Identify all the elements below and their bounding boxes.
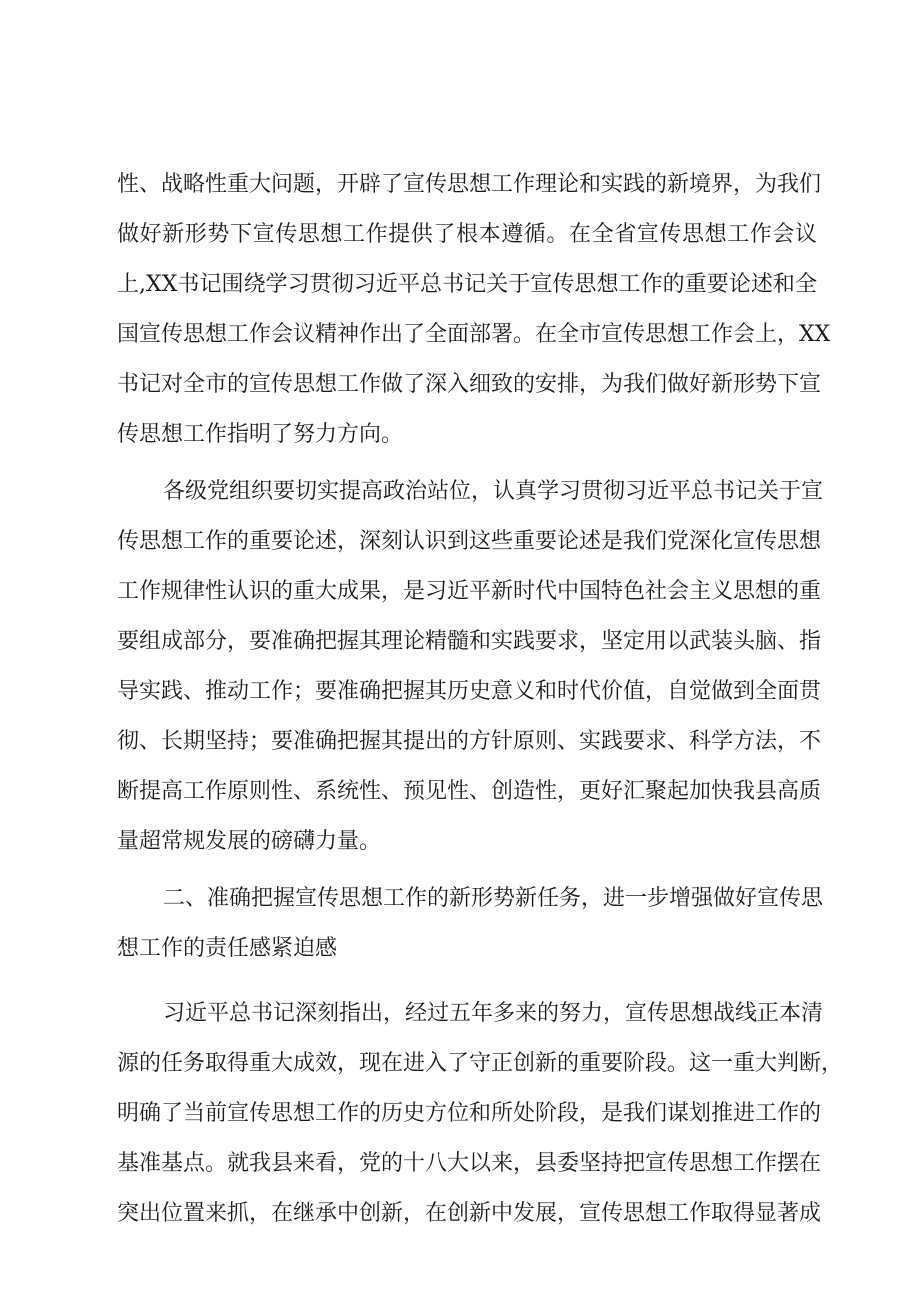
text-line: 各级党组织要切实提高政治站位，认真学习贯彻习近平总书记关于宣 (163, 479, 824, 504)
text-line: 突出位置来抓，在继承中创新，在创新中发展，宣传思想工作取得显著成 (117, 1201, 822, 1226)
text-line: 上,XX书记围绕学习贯彻习近平总书记关于宣传思想工作的重要论述和全 (117, 272, 817, 297)
text-line: 做好新形势下宣传思想工作提供了根本遵循。在全省宣传思想工作会议 (117, 222, 817, 247)
text-line: 导实践、推动工作；要准确把握其历史意义和时代价值，自觉做到全面贯 (117, 679, 822, 704)
heading-line: 想工作的责任感紧迫感 (117, 936, 338, 961)
text-line: 断提高工作原则性、系统性、预见性、创造性，更好汇聚起加快我县高质 (117, 779, 822, 804)
text-line: 基准基点。就我县来看，党的十八大以来，县委坚持把宣传思想工作摆在 (117, 1151, 822, 1176)
text-line: 国宣传思想工作会议精神作出了全面部署。在全市宣传思想工作会上，XX (117, 322, 831, 347)
text-line: 工作规律性认识的重大成果，是习近平新时代中国特色社会主义思想的重 (117, 579, 822, 604)
heading-line: 二、准确把握宣传思想工作的新形势新任务，进一步增强做好宣传思 (163, 886, 824, 911)
text-line: 源的任务取得重大成效，现在进入了守正创新的重要阶段。这一重大判断， (117, 1051, 844, 1076)
text-line: 书记对全市的宣传思想工作做了深入细致的安排，为我们做好新形势下宣 (117, 372, 822, 397)
text-line: 传思想工作的重要论述，深刻认识到这些重要论述是我们党深化宣传思想 (117, 529, 822, 554)
text-line: 量超常规发展的磅礴力量。 (117, 829, 382, 854)
text-line: 性、战略性重大问题，开辟了宣传思想工作理论和实践的新境界，为我们 (117, 172, 822, 197)
text-line: 明确了当前宣传思想工作的历史方位和所处阶段，是我们谋划推进工作的 (117, 1101, 822, 1126)
text-line: 习近平总书记深刻指出，经过五年多来的努力，宣传思想战线正本清 (163, 1001, 824, 1026)
text-line: 要组成部分，要准确把握其理论精髓和实践要求，坚定用以武装头脑、指 (117, 629, 822, 654)
text-line: 彻、长期坚持；要准确把握其提出的方针原则、实践要求、科学方法，不 (117, 729, 822, 754)
text-line: 传思想工作指明了努力方向。 (117, 422, 404, 447)
